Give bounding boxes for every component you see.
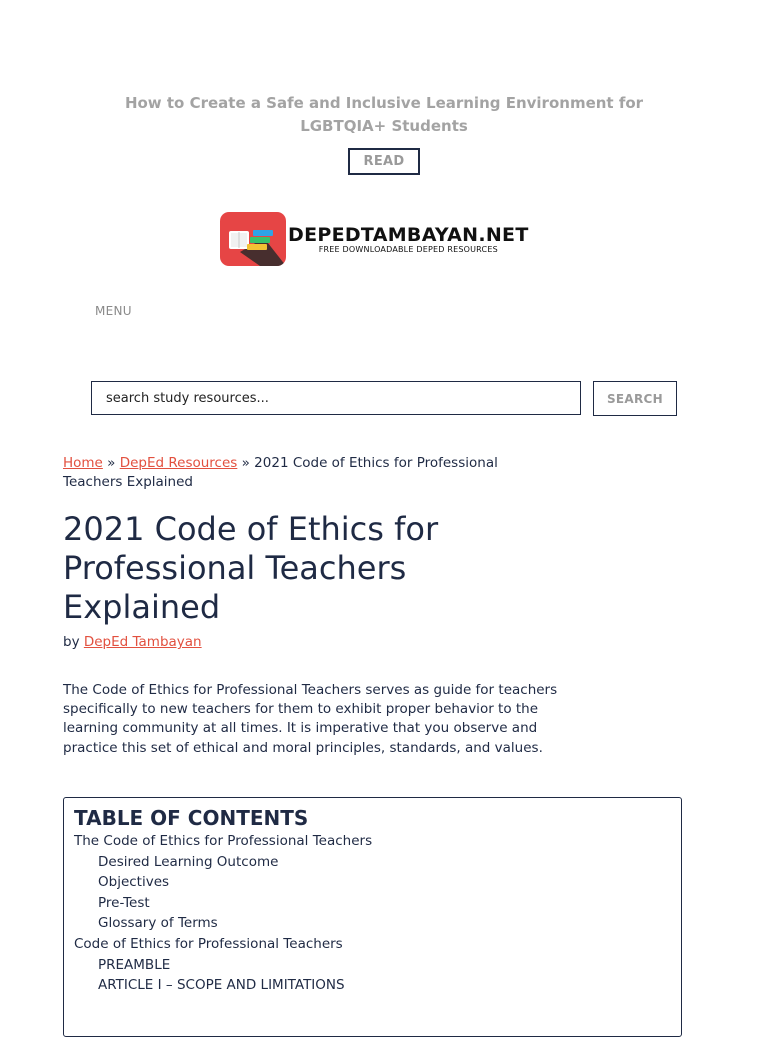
author-link[interactable]: DepEd Tambayan — [83, 634, 202, 650]
breadcrumb-home-link[interactable]: Home — [63, 455, 103, 471]
menu-toggle[interactable]: MENU — [95, 304, 132, 318]
breadcrumb — [63, 454, 543, 492]
toc-item[interactable]: Code of Ethics for Professional Teachers — [74, 935, 343, 952]
promo-title[interactable]: How to Create a Safe and Inclusive Learning Environment for LGBTQIA+ Students — [124, 94, 644, 135]
byline-prefix: by — [63, 634, 84, 650]
toc-item[interactable]: The Code of Ethics for Professional Teachers — [74, 833, 373, 849]
toc-title: TABLE OF CONTENTS — [74, 806, 309, 830]
toc-item[interactable]: Pre-Test — [98, 894, 150, 911]
intro-paragraph: The Code of Ethics for Professional Teachers serves as guide for teachers specifically to new teachers for them to exhibit proper behavior to the learning community at all times. It is imperative that you observe and practice this set of ethical and moral principles, standards, and values. — [63, 682, 558, 756]
logo-icon — [220, 212, 286, 266]
read-button[interactable]: READ — [348, 148, 421, 175]
promo-banner — [0, 92, 768, 184]
toc-list — [74, 831, 671, 996]
table-of-contents — [63, 797, 682, 1037]
byline — [63, 634, 202, 650]
search-button[interactable]: SEARCH — [593, 381, 677, 416]
site-logo[interactable] — [220, 212, 529, 266]
toc-item[interactable]: ARTICLE I – SCOPE AND LIMITATIONS — [98, 977, 345, 994]
breadcrumb-separator: » — [102, 455, 120, 471]
breadcrumb-current: 2021 Code of Ethics for Professional Teachers Explained — [63, 455, 498, 490]
toc-item[interactable]: Objectives — [98, 874, 170, 891]
toc-item[interactable]: Glossary of Terms — [98, 915, 218, 932]
logo-name: DEPEDTAMBAYAN.NET — [288, 223, 529, 246]
search-input[interactable] — [91, 381, 581, 415]
breadcrumb-separator: » — [237, 455, 255, 471]
page-title: 2021 Code of Ethics for Professional Teachers Explained — [63, 510, 439, 626]
breadcrumb-deped-resources-link[interactable]: DepEd Resources — [119, 455, 238, 471]
toc-item[interactable]: Desired Learning Outcome — [98, 853, 279, 870]
toc-item[interactable]: PREAMBLE — [98, 956, 171, 973]
logo-tagline: FREE DOWNLOADABLE DEPED RESOURCES — [318, 244, 498, 254]
